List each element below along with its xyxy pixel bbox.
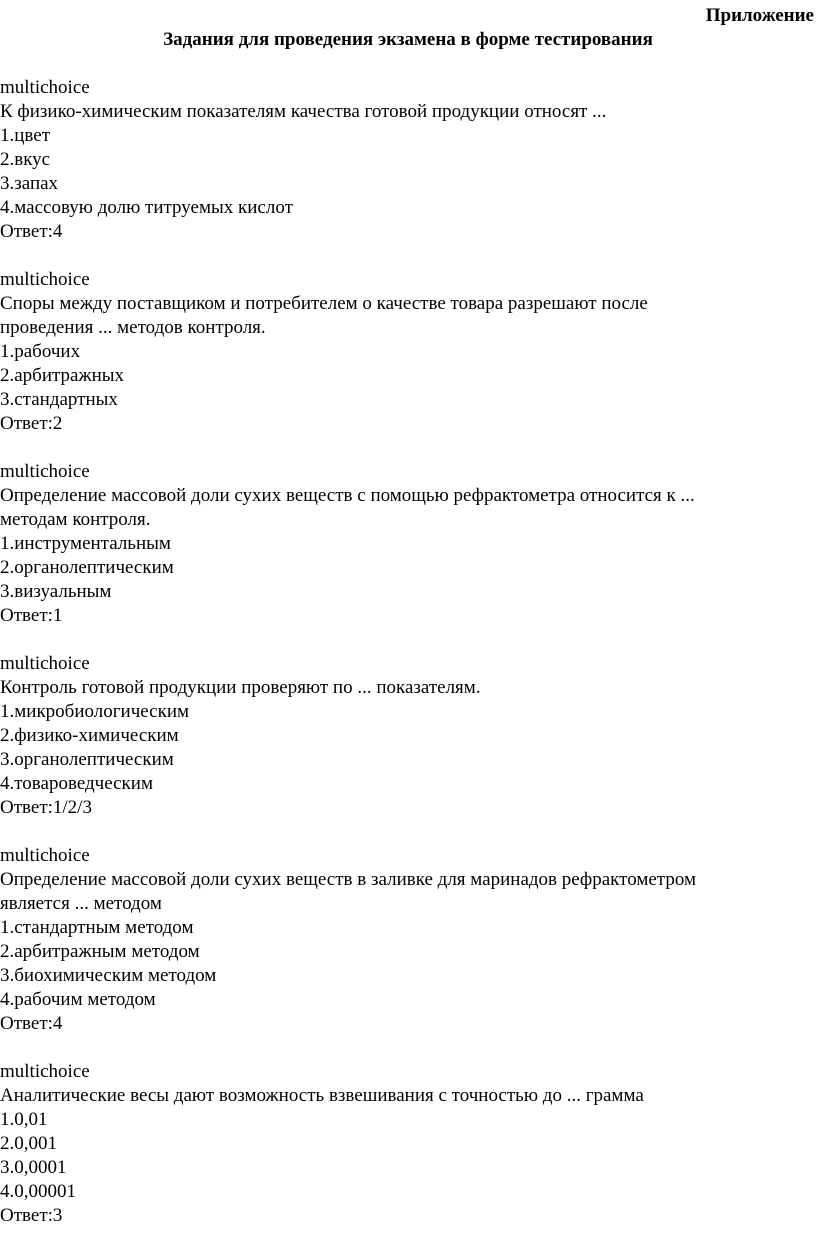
- answer: Ответ:2: [0, 413, 63, 434]
- question-6: [0, 1060, 816, 1228]
- option: 4.рабочим методом: [0, 989, 156, 1010]
- option: 2.органолептическим: [0, 557, 174, 578]
- option: 1.стандартным методом: [0, 917, 194, 938]
- option: 2.физико-химическим: [0, 725, 179, 746]
- option: 1.инструментальным: [0, 533, 171, 554]
- option: 4.массовую долю титруемых кислот: [0, 197, 293, 218]
- question-text: Определение массовой доли сухих веществ с помощью рефрактометра относится к ...: [0, 485, 695, 506]
- question-type: multichoice: [0, 461, 90, 482]
- answer: Ответ:1: [0, 605, 63, 626]
- question-type: multichoice: [0, 77, 90, 98]
- answer: Ответ:3: [0, 1205, 63, 1226]
- option: 3.биохимическим методом: [0, 965, 217, 986]
- question-text: Определение массовой доли сухих веществ в заливке для маринадов рефрактометром: [0, 869, 697, 890]
- question-1: [0, 76, 816, 244]
- option: 2.вкус: [0, 149, 51, 170]
- option: 1.цвет: [0, 125, 51, 146]
- option: 1.микробиологическим: [0, 701, 190, 722]
- option: 2.арбитражным методом: [0, 941, 200, 962]
- answer: Ответ:1/2/3: [0, 797, 92, 818]
- option: 3.стандартных: [0, 389, 118, 410]
- questions-list: [0, 76, 816, 1252]
- option: 1.рабочих: [0, 341, 81, 362]
- option: 4.0,00001: [0, 1181, 76, 1202]
- option: 3.визуальным: [0, 581, 112, 602]
- question-type: multichoice: [0, 653, 90, 674]
- option: 2.арбитражных: [0, 365, 125, 386]
- option: 3.0,0001: [0, 1157, 67, 1178]
- question-type: multichoice: [0, 1061, 90, 1082]
- question-text: К физико-химическим показателям качества готовой продукции относят ...: [0, 101, 607, 122]
- question-type: multichoice: [0, 269, 90, 290]
- document-title: Задания для проведения экзамена в форме тестирования: [163, 29, 653, 50]
- question-text: проведения ... методов контроля.: [0, 317, 266, 338]
- question-type: multichoice: [0, 845, 90, 866]
- option: 3.органолептическим: [0, 749, 174, 770]
- question-3: [0, 460, 816, 628]
- option: 4.товароведческим: [0, 773, 153, 794]
- question-text: является ... методом: [0, 893, 162, 914]
- option: 2.0,001: [0, 1133, 57, 1154]
- option: 1.0,01: [0, 1109, 48, 1130]
- question-text: методам контроля.: [0, 509, 151, 530]
- answer: Ответ:4: [0, 1013, 63, 1034]
- option: 3.запах: [0, 173, 59, 194]
- question-text: Контроль готовой продукции проверяют по ... показателям.: [0, 677, 481, 698]
- answer: Ответ:4: [0, 221, 63, 242]
- question-2: [0, 268, 816, 436]
- question-text: Споры между поставщиком и потребителем о качестве товара разрешают после: [0, 293, 648, 314]
- question-text: Аналитические весы дают возможность взвешивания с точностью до ... грамма: [0, 1085, 644, 1106]
- question-5: [0, 844, 816, 1036]
- question-4: [0, 652, 816, 820]
- appendix-label: Приложение: [705, 5, 814, 26]
